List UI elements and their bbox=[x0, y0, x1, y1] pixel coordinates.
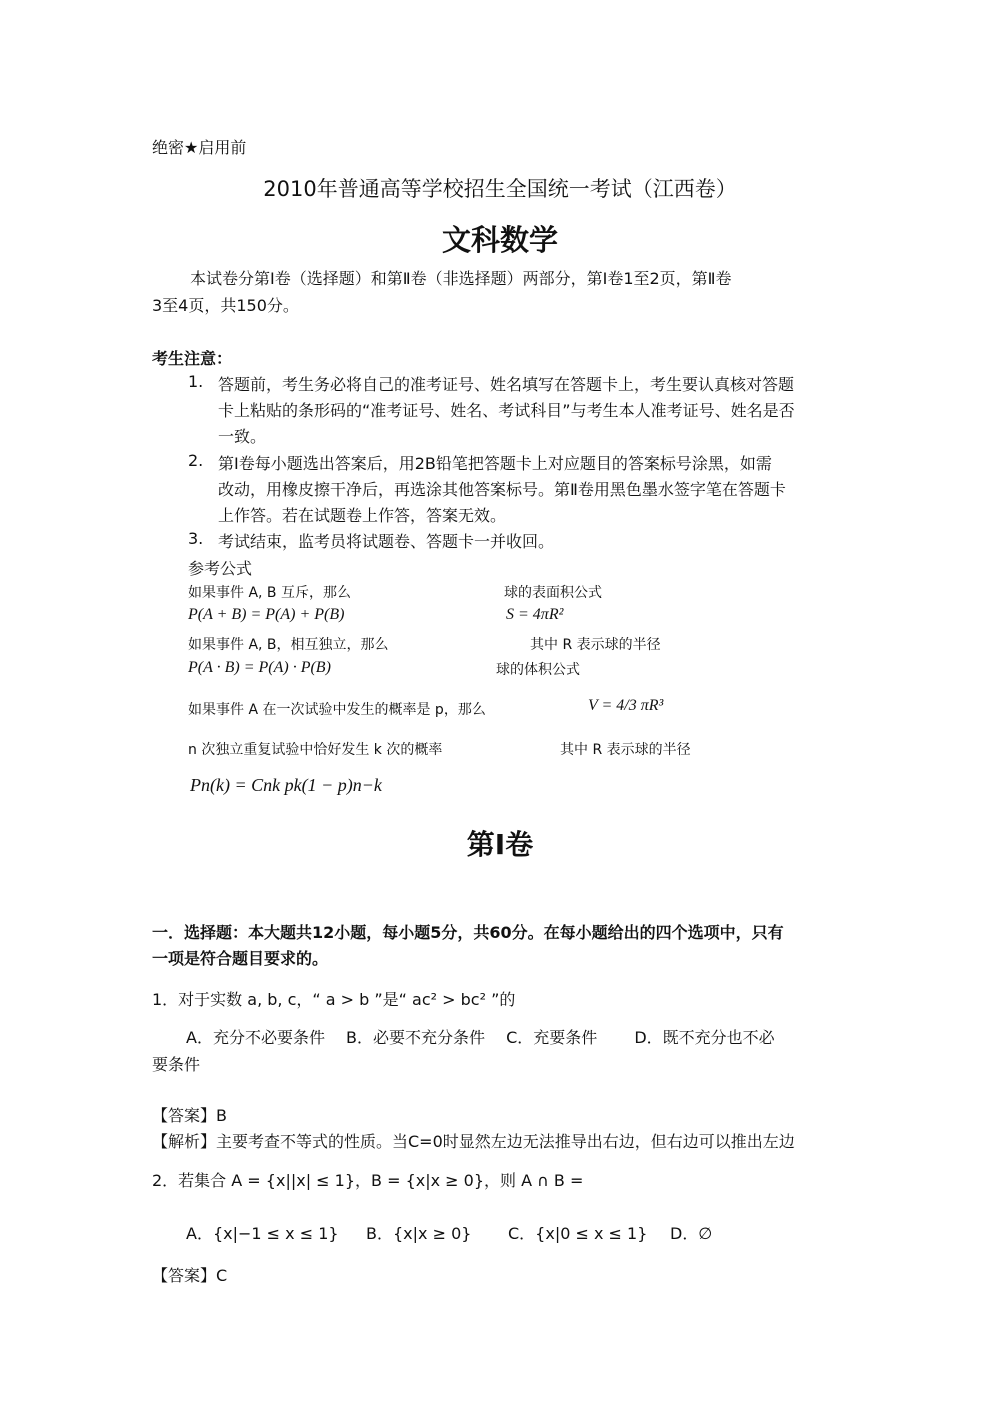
notice-item-line: 改动，用橡皮擦干净后，再选涂其他答案标号。第Ⅱ卷用黑色墨水签字笔在答题卡 bbox=[218, 480, 786, 499]
notice-item-line: 卡上粘贴的条形码的“准考证号、姓名、考试科目”与考生本人准考证号、姓名是否 bbox=[218, 401, 795, 420]
subject-title: 文科数学 bbox=[441, 223, 558, 257]
formula-right-text: 球的体积公式 bbox=[496, 662, 580, 678]
notice-item-number: 2. bbox=[188, 451, 204, 470]
notice-item-line: 第Ⅰ卷每小题选出答案后，用2B铅笔把答题卡上对应题目的答案标号涂黑，如需 bbox=[218, 454, 772, 473]
notice-item-line: 一致。 bbox=[218, 427, 267, 446]
question-1-options-line-1: A．充分不必要条件 B．必要不充分条件 C．充要条件 D．既不充分也不必 bbox=[186, 1028, 775, 1047]
notice-item-line: 答题前，考生务必将自己的准考证号、姓名填写在答题卡上，考生要认真核对答题 bbox=[218, 375, 795, 394]
formula-right-text: 其中 R 表示球的半径 bbox=[560, 742, 691, 758]
question-2-option-a: A．{x|−1 ≤ x ≤ 1} bbox=[186, 1224, 339, 1243]
formula-left-text: n 次独立重复试验中恰好发生 k 次的概率 bbox=[188, 742, 443, 758]
secret-label: 绝密★启用前 bbox=[152, 138, 247, 157]
formula-left-text: 如果事件 A, B，相互独立，那么 bbox=[188, 637, 389, 653]
question-1-stem: 1．对于实数 a, b, c，“ a > b ”是“ ac² > bc² ”的 bbox=[152, 990, 516, 1009]
formulas-title: 参考公式 bbox=[188, 559, 253, 578]
question-1-analysis: 【解析】主要考查不等式的性质。当C=0时显然左边无法推导出右边，但右边可以推出左边 bbox=[152, 1132, 795, 1151]
question-1-answer: 【答案】B bbox=[152, 1106, 227, 1125]
exam-title: 2010年普通高等学校招生全国统一考试（江西卷） bbox=[263, 177, 737, 201]
question-1-options-line-2: 要条件 bbox=[152, 1055, 201, 1074]
formula-left-text: 如果事件 A 在一次试验中发生的概率是 p，那么 bbox=[188, 702, 486, 718]
formula-left-math: P(A + B) = P(A) + P(B) bbox=[188, 606, 345, 623]
section-instruction-line-1: 一．选择题：本大题共12小题，每小题5分，共60分。在每小题给出的四个选项中，只有 bbox=[152, 923, 784, 942]
section-instruction-line-2: 一项是符合题目要求的。 bbox=[152, 949, 329, 968]
formula-right-math: V = 4/3 πR³ bbox=[588, 697, 664, 714]
section-title: 第Ⅰ卷 bbox=[466, 828, 534, 861]
formula-left-text: 如果事件 A, B 互斥，那么 bbox=[188, 585, 351, 601]
formula-right-math: S = 4πR² bbox=[506, 606, 564, 623]
formula-binomial: Pn(k) = Cnk pk(1 − p)n−k bbox=[190, 775, 382, 795]
question-2-stem: 2．若集合 A = {x||x| ≤ 1}，B = {x|x ≥ 0}，则 A ∩ B = bbox=[152, 1171, 584, 1190]
question-2-answer: 【答案】C bbox=[152, 1266, 228, 1285]
notice-item-line: 上作答。若在试题卷上作答，答案无效。 bbox=[218, 506, 507, 525]
notice-item-number: 3. bbox=[188, 529, 204, 548]
formula-right-text: 其中 R 表示球的半径 bbox=[530, 637, 661, 653]
question-2-option-d: D．∅ bbox=[670, 1224, 713, 1243]
formula-left-math: P(A · B) = P(A) · P(B) bbox=[188, 659, 331, 676]
intro-line-2: 3至4页，共150分。 bbox=[152, 296, 299, 315]
formula-right-text: 球的表面积公式 bbox=[504, 585, 602, 601]
notice-title: 考生注意： bbox=[152, 349, 233, 368]
question-2-option-c: C．{x|0 ≤ x ≤ 1} bbox=[508, 1224, 648, 1243]
question-2-option-b: B．{x|x ≥ 0} bbox=[366, 1224, 472, 1243]
intro-line-1: 本试卷分第Ⅰ卷（选择题）和第Ⅱ卷（非选择题）两部分，第Ⅰ卷1至2页，第Ⅱ卷 bbox=[190, 269, 732, 288]
notice-item-line: 考试结束，监考员将试题卷、答题卡一并收回。 bbox=[218, 532, 555, 551]
notice-item-number: 1. bbox=[188, 372, 204, 391]
